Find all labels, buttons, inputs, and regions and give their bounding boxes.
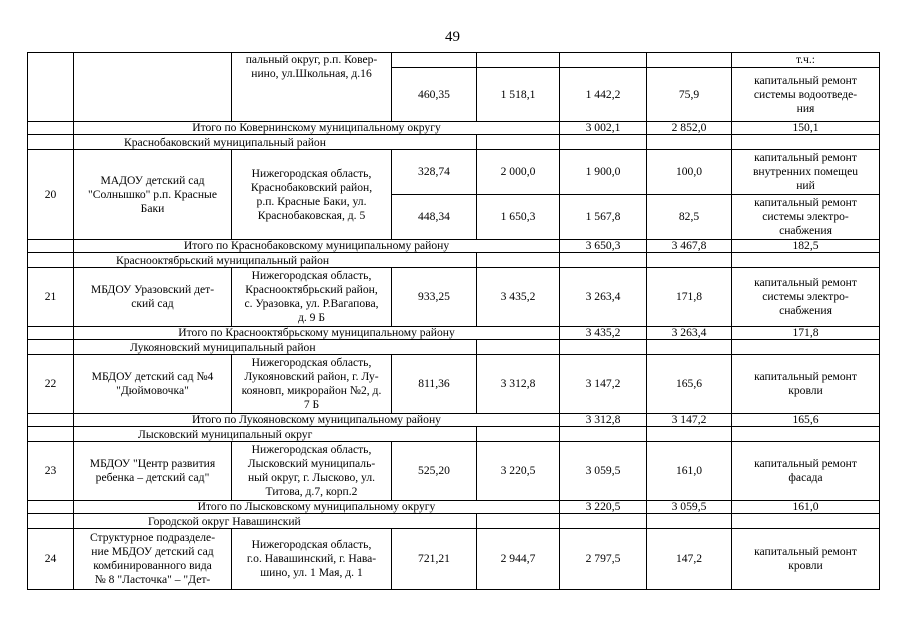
address-cell: Нижегородская область, г.о. Навашинский, г. Нава- шино, ул. 1 Мая, д. 1 [232, 529, 392, 590]
row-number-cell: 24 [28, 529, 74, 590]
district-row [28, 253, 880, 268]
oblast-cell: 2 797,5 [560, 529, 647, 590]
local-cell: 100,0 [647, 150, 732, 195]
note-cell: т.ч.: [732, 53, 880, 68]
row-number-cell [28, 53, 74, 122]
note-cell: капитальный ремонт кровли [732, 355, 880, 414]
total-local: 171,8 [732, 327, 880, 340]
address-cell: Нижегородская область, Лукояновский район, г. Лу- кояновп, микрорайон №2, д. 7 Б [232, 355, 392, 414]
note-cell: капитальный ремонт кровли [732, 529, 880, 590]
oblast-cell: 3 263,4 [560, 268, 647, 327]
district-row [28, 514, 880, 529]
cost-cell: 3 312,8 [477, 355, 560, 414]
total-oblast: 3 263,4 [647, 327, 732, 340]
note-cell: капитальный ремонт системы водоотведе- ния [732, 68, 880, 122]
oblast-cell: 1 567,8 [560, 195, 647, 240]
object-name-cell: Структурное подразделе- ние МБДОУ детский сад комбинированного вида № 8 "Ласточка" – "Дет- [74, 529, 232, 590]
row-number-cell: 23 [28, 442, 74, 501]
area-cell: 721,21 [392, 529, 477, 590]
district-row [28, 340, 880, 355]
cost-cell: 1 518,1 [477, 68, 560, 122]
row-number-cell: 20 [28, 150, 74, 240]
address-cell: Нижегородская область, Краснооктябрьский район, с. Уразовка, ул. Р.Вагапова, д. 9 Б [232, 268, 392, 327]
total-oblast: 3 059,5 [647, 501, 732, 514]
district-name: Краснобаковский муниципальный район [74, 135, 477, 150]
note-cell: капитальный ремонт системы электро- снабжения [732, 195, 880, 240]
district-name: Лысковский муниципальный округ [74, 427, 477, 442]
total-oblast: 3 147,2 [647, 414, 732, 427]
total-cost: 3 650,3 [560, 240, 647, 253]
table-row [28, 150, 880, 195]
total-cost: 3 002,1 [560, 122, 647, 135]
cost-cell: 2 944,7 [477, 529, 560, 590]
object-name-cell: МБДОУ "Центр развития ребенка – детский сад" [74, 442, 232, 501]
area-cell: 525,20 [392, 442, 477, 501]
object-table [27, 52, 880, 590]
note-cell: капитальный ремонт фасада [732, 442, 880, 501]
note-cell: капитальный ремонт внутренних помещеu ний [732, 150, 880, 195]
total-label: Итого по Лукояновскому муниципальному району [74, 414, 560, 427]
district-row [28, 135, 880, 150]
district-name: Краснооктябрьский муниципальный район [74, 253, 477, 268]
address-cell: пальный округ, р.п. Ковер- нино, ул.Школьная, д.16 [232, 53, 392, 122]
object-name-cell [74, 53, 232, 122]
total-local: 150,1 [732, 122, 880, 135]
address-cell: Нижегородская область, Лысковский муниципаль- ный округ, г. Лысково, ул. Титова, д.7, корп.2 [232, 442, 392, 501]
oblast-cell: 1 900,0 [560, 150, 647, 195]
cost-cell: 3 220,5 [477, 442, 560, 501]
object-name-cell: МБДОУ Уразовский дет- ский сад [74, 268, 232, 327]
cost-cell: 1 650,3 [477, 195, 560, 240]
total-local: 161,0 [732, 501, 880, 514]
total-local: 182,5 [732, 240, 880, 253]
object-name-cell: МБДОУ детский сад №4 "Дюймовочка" [74, 355, 232, 414]
oblast-cell: 3 059,5 [560, 442, 647, 501]
district-row [28, 427, 880, 442]
note-cell: капитальный ремонт системы электро- снабжения [732, 268, 880, 327]
local-cell: 161,0 [647, 442, 732, 501]
cost-cell: 3 435,2 [477, 268, 560, 327]
address-cell: Нижегородская область, Краснобаковский район, р.п. Красные Баки, ул. Краснобаковская, д. 5 [232, 150, 392, 240]
table-row [28, 53, 880, 68]
area-cell: 811,36 [392, 355, 477, 414]
row-number-cell: 21 [28, 268, 74, 327]
table-row [28, 355, 880, 414]
total-label: Итого по Краснобаковскому муниципальному району [74, 240, 560, 253]
table-row [28, 268, 880, 327]
total-local: 165,6 [732, 414, 880, 427]
district-name: Городской округ Навашинский [74, 514, 477, 529]
total-cost: 3 312,8 [560, 414, 647, 427]
total-row [28, 501, 880, 514]
total-row [28, 327, 880, 340]
total-label: Итого по Лысковскому муниципальному округу [74, 501, 560, 514]
local-cell: 82,5 [647, 195, 732, 240]
total-oblast: 3 467,8 [647, 240, 732, 253]
total-label: Итого по Ковернинскому муниципальному округу [74, 122, 560, 135]
total-cost: 3 435,2 [560, 327, 647, 340]
table-row [28, 529, 880, 590]
area-cell: 328,74 [392, 150, 477, 195]
total-row [28, 414, 880, 427]
local-cell: 147,2 [647, 529, 732, 590]
oblast-cell: 3 147,2 [560, 355, 647, 414]
district-name: Лукояновский муниципальный район [74, 340, 477, 355]
local-cell: 75,9 [647, 68, 732, 122]
cost-cell: 2 000,0 [477, 150, 560, 195]
row-number-cell: 22 [28, 355, 74, 414]
page-number: 49 [445, 29, 460, 45]
total-row [28, 240, 880, 253]
table-row [28, 442, 880, 501]
total-oblast: 2 852,0 [647, 122, 732, 135]
area-cell: 460,35 [392, 68, 477, 122]
total-label: Итого по Краснооктябрьскому муниципальному району [74, 327, 560, 340]
local-cell: 171,8 [647, 268, 732, 327]
total-cost: 3 220,5 [560, 501, 647, 514]
area-cell: 933,25 [392, 268, 477, 327]
local-cell: 165,6 [647, 355, 732, 414]
object-name-cell: МАДОУ детский сад "Солнышко" р.п. Красные Баки [74, 150, 232, 240]
area-cell: 448,34 [392, 195, 477, 240]
oblast-cell: 1 442,2 [560, 68, 647, 122]
total-row [28, 122, 880, 135]
